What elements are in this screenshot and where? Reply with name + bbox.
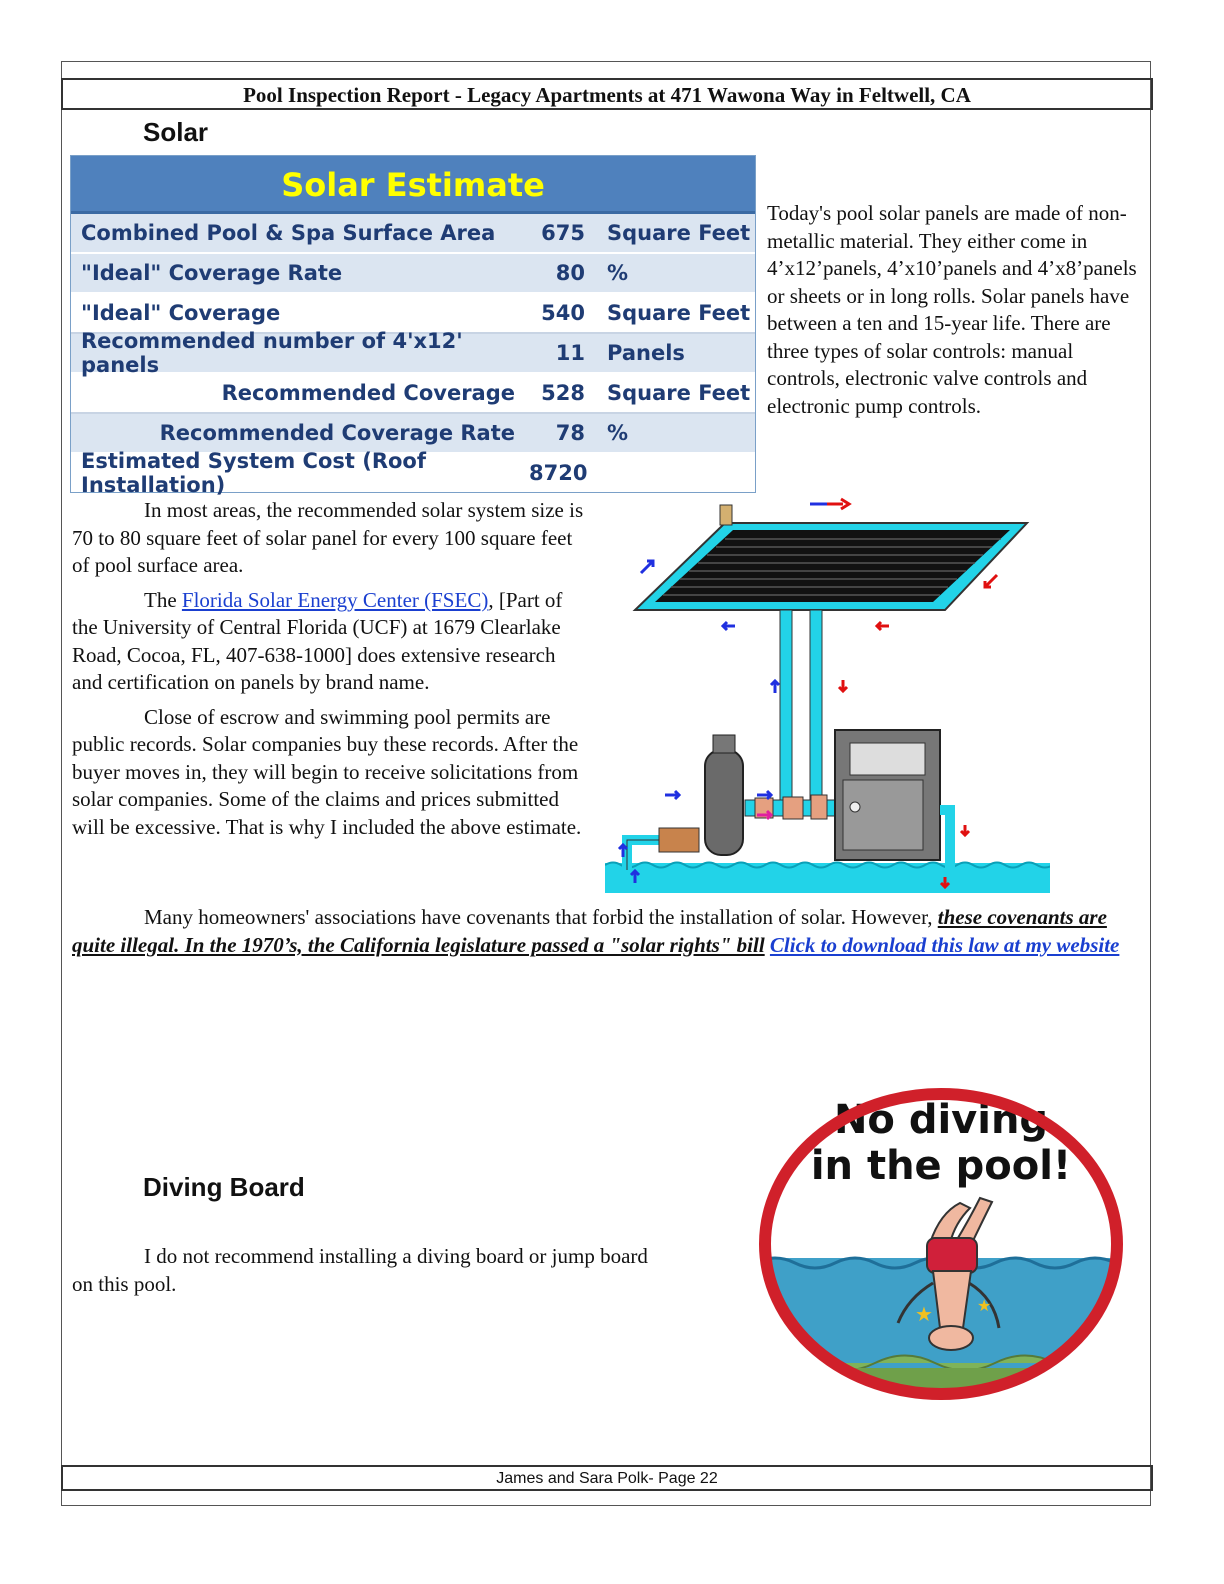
svg-text:★: ★ [977,1296,992,1315]
fsec-paragraph [72,587,590,697]
row-unit: % [607,261,629,285]
table-row [71,214,755,254]
heater-vent [850,743,925,775]
row-unit: Square Feet [607,301,751,325]
solar-text-column [72,497,590,841]
row-label: "Ideal" Coverage Rate [81,261,343,285]
footer-text: James and Sara Polk- Page 22 [496,1470,718,1487]
row-unit: Square Feet [607,221,751,245]
row-value: 675 [541,221,585,245]
escrow-paragraph: Close of escrow and swimming pool permits are public records. Solar companies buy these records. After the buyer moves in, they will begin to receive solicitations from solar companies. Some of the claims and prices submitted will be excessive. That is why I included the above estimate. [72,704,582,839]
row-value: 78 [555,421,585,445]
vent-valve [720,505,732,525]
table-row [71,294,755,334]
sign-line-2: in the pool! [810,1143,1072,1189]
solar-estimate-title: Solar Estimate [71,156,755,214]
table-row [71,449,755,497]
solar-rights-download-link[interactable]: Click to download this law at my website [769,932,1120,957]
sign-line-1: No diving [833,1097,1049,1143]
hoa-paragraph [72,904,1147,959]
row-unit: Panels [607,341,685,365]
supply-pipe [780,610,792,810]
row-label: Estimated System Cost (Roof Installation) [81,449,426,497]
svg-text:★: ★ [915,1302,933,1326]
row-value: 11 [555,341,585,365]
solar-heading: Solar [143,117,209,147]
solar-system-diagram [605,495,1050,893]
pump-motor [659,828,699,852]
row-label: "Ideal" Coverage [81,301,281,325]
page-header [61,78,1153,110]
no-diving-sign [755,1083,1127,1405]
hoa-plain: Many homeowners' associations have covenants that forbid the installation of solar. However, [144,905,938,929]
diving-text: I do not recommend installing a diving board or jump board on this pool. [72,1244,648,1296]
filter-cap [713,735,735,753]
solar-estimate-table [70,155,756,497]
fsec-pre: The [144,587,182,612]
diving-paragraph [72,1243,672,1298]
table-row [71,414,755,454]
row-value: 528 [541,381,585,405]
fsec-link[interactable]: Florida Solar Energy Center (FSEC) [181,587,489,612]
row-unit: % [607,421,629,445]
row-label: Combined Pool & Spa Surface Area [81,221,496,245]
return-pipe [810,610,822,810]
row-value: 540 [541,301,585,325]
row-value: 8720 [529,461,588,485]
table-row [71,374,755,414]
hoa-emphasis: these covenants are quite illegal. In the 1970’s, the California legislature passed a "solar rights" bill [72,905,1107,957]
header-title: Pool Inspection Report - Legacy Apartments at 471 Wawona Way in Feltwell, CA [243,83,971,107]
row-value: 80 [555,261,585,285]
solar-panel-info: Today's pool solar panels are made of non-metallic material. They either come in 4’x12’panels, 4’x10’panels and 4’x8’panels or sheets or in long rolls. Solar panels have between a ten and 15-year life. There are three types of solar controls: manual controls, electronic valve controls and electronic pump controls. [767,201,1137,418]
table-row [71,254,755,294]
system-size-paragraph: In most areas, the recommended solar system size is 70 to 80 square feet of solar panel for every 100 square feet of pool surface area. [72,498,584,577]
table-row [71,329,755,377]
row-label: Recommended Coverage Rate [159,421,515,445]
row-unit: Square Feet [607,381,751,405]
row-label: Recommended Coverage [221,381,515,405]
page-footer [61,1465,1153,1491]
row-label: Recommended number of 4'x12' panels [81,329,463,377]
heater-panel [843,780,923,850]
diving-heading: Diving Board [143,1172,305,1202]
filter-tank [705,750,743,855]
fsec-post: , [Part of the University of Central Florida (UCF) at 1679 Clearlake Road, Cocoa, FL, 407-638-1000] does extensive research and certification on panels by brand name. [72,587,563,694]
